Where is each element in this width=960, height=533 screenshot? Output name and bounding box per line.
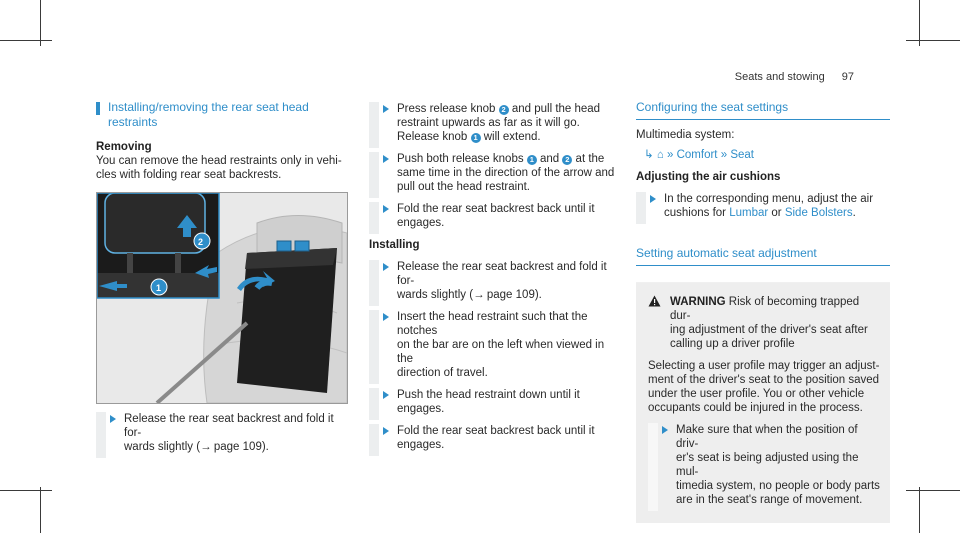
step-release-backrest-install: Release the rear seat backrest and fold it for- wards slightly (→ page 109). xyxy=(369,260,621,302)
step-arrow-icon xyxy=(662,426,668,434)
badge-2: 2 xyxy=(499,105,509,115)
warning-triangle-icon xyxy=(648,295,661,307)
section-title-head-restraints: Installing/removing the rear seat head restraints xyxy=(96,100,346,134)
seat-illustration-image xyxy=(97,193,347,403)
step-arrow-icon xyxy=(383,263,389,271)
home-icon[interactable]: ⌂ xyxy=(656,149,664,161)
step-release-backrest: Release the rear seat backrest and fold it for- wards slightly (→ page 109). xyxy=(96,412,346,454)
step-arrow-icon xyxy=(383,205,389,213)
step-push-down: Push the head restraint down until it engages. xyxy=(369,388,621,416)
crop-mark xyxy=(40,487,41,533)
column-1 xyxy=(96,100,346,462)
multimedia-label: Multimedia system: xyxy=(636,129,735,141)
warning-header: WARNING Risk of becoming trapped dur- ing adjustment of the driver's seat after calling up a driver profile xyxy=(648,295,880,351)
step-arrow-icon xyxy=(383,155,389,163)
badge-1: 1 xyxy=(527,155,537,165)
step-insert-restraint: Insert the head restraint such that the notches on the bar are on the left when viewed in the direction of travel. xyxy=(369,310,621,380)
crop-mark xyxy=(919,487,920,533)
intro-text: You can remove the head restraints only in vehi- cles with folding rear seat backrests. xyxy=(96,155,342,181)
page-reference-link[interactable]: page 109 xyxy=(213,441,262,453)
warning-body: Selecting a user profile may trigger an adjust- ment of the driver's seat to the position saved under the user profile. You or other vehicle occupants could be injured in the process. xyxy=(648,360,880,414)
step-arrow-icon xyxy=(383,313,389,321)
page-header xyxy=(735,71,854,83)
crop-mark xyxy=(906,40,960,41)
section-title-seat-settings: Configuring the seat settings xyxy=(636,100,890,120)
warning-box xyxy=(636,282,890,523)
removing-heading: Removing xyxy=(96,141,152,153)
section-name: Seats and stowing xyxy=(734,71,825,83)
warning-label: WARNING xyxy=(670,296,726,308)
page-number: 97 xyxy=(841,71,854,83)
menu-side-bolsters[interactable]: Side Bolsters xyxy=(784,207,853,219)
crop-mark xyxy=(0,40,52,41)
column-3 xyxy=(636,100,890,523)
badge-2: 2 xyxy=(562,155,572,165)
path-arrow-icon: ↳ xyxy=(644,149,654,161)
step-adjust-air: In the corresponding menu, adjust the air cushions for Lumbar or Side Bolsters. xyxy=(636,192,890,220)
warning-step: Make sure that when the position of driv- er's seat is being adjusted using the mul- timedia system, no people or body parts are in the seat's range of movement. xyxy=(648,423,880,507)
section-title-auto-adjust: Setting automatic seat adjustment xyxy=(636,246,890,266)
step-press-knob: Press release knob 2 and pull the head restraint upwards as far as it will go. Release knob 1 will extend. xyxy=(369,102,621,144)
chevron-icon: » xyxy=(720,149,728,161)
step-fold-back: Fold the rear seat backrest back until it engages. xyxy=(369,202,621,230)
page-reference-link[interactable]: page 109 xyxy=(486,289,535,301)
step-arrow-icon xyxy=(650,195,656,203)
badge-1: 1 xyxy=(156,283,162,293)
menu-path xyxy=(644,148,890,162)
chevron-icon: » xyxy=(667,149,674,161)
menu-lumbar[interactable]: Lumbar xyxy=(729,207,769,219)
step-push-knobs: Push both release knobs 1 and 2 at the same time in the direction of the arrow and pull out the head restraint. xyxy=(369,152,621,194)
air-cushion-heading: Adjusting the air cushions xyxy=(636,171,781,183)
installing-heading: Installing xyxy=(369,239,420,251)
menu-comfort[interactable]: Comfort xyxy=(676,149,718,161)
step-arrow-icon xyxy=(383,427,389,435)
head-restraint-illustration xyxy=(96,192,348,404)
crop-mark xyxy=(0,490,52,491)
crop-mark xyxy=(906,490,960,491)
column-2 xyxy=(369,100,621,460)
step-arrow-icon xyxy=(110,415,116,423)
step-arrow-icon xyxy=(383,391,389,399)
badge-2: 2 xyxy=(198,237,204,247)
menu-seat[interactable]: Seat xyxy=(730,149,754,161)
step-fold-back-install: Fold the rear seat backrest back until it engages. xyxy=(369,424,621,452)
step-arrow-icon xyxy=(383,105,389,113)
badge-1: 1 xyxy=(471,133,481,143)
